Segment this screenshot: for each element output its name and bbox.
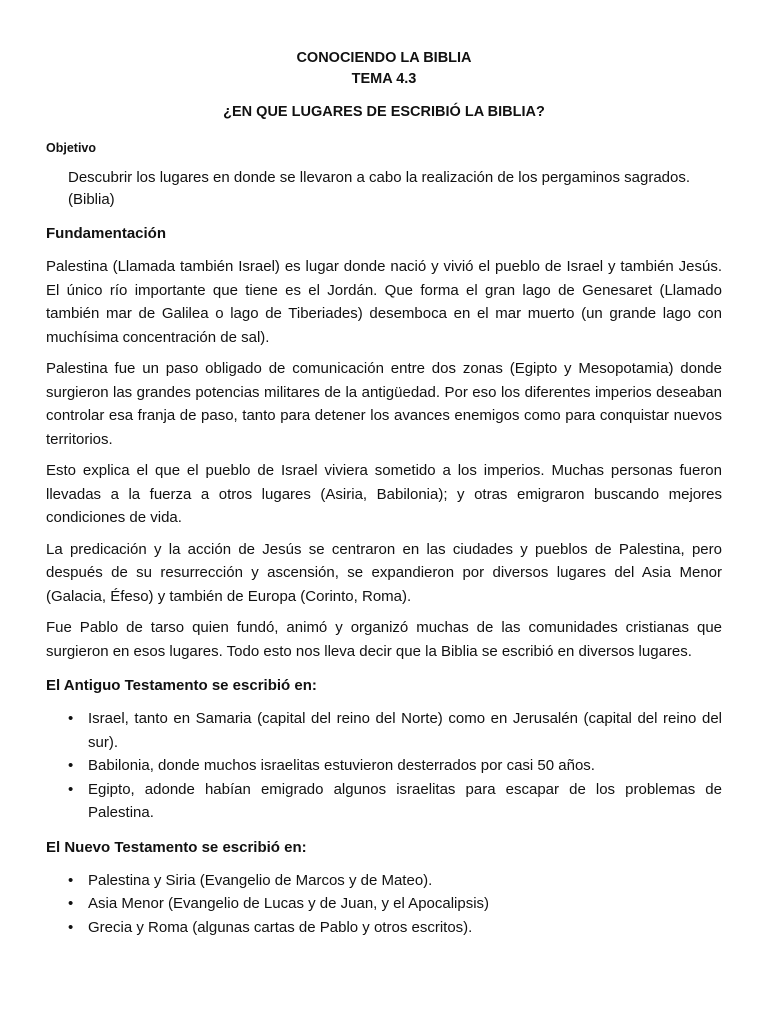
list-item (68, 707, 722, 754)
list-item-text: Egipto, adonde habían emigrado algunos israelitas para escapar de los problemas de Palestina. (88, 780, 722, 821)
document-title: CONOCIENDO LA BIBLIA (296, 50, 472, 66)
bullet-icon: • (68, 871, 74, 889)
document-subtitle: TEMA 4.3 (351, 71, 417, 87)
antiguo-testamento-list (46, 707, 722, 825)
fundamentacion-paragraph: Palestina fue un paso obligado de comunicación entre dos zonas (Egipto y Mesopotamia) donde surgieron las grandes potencias militares de la antigüedad. Por eso los diferentes imperios deseaban controlar esa franja de paso, tanto para detener los avances enemigos como para conquistar nuevos territorios. (46, 360, 722, 448)
list-item-text: Asia Menor (Evangelio de Lucas y de Juan, y el Apocalipsis) (88, 895, 490, 912)
bullet-icon: • (68, 918, 74, 936)
list-item-text: Babilonia, donde muchos israelitas estuvieron desterrados por casi 50 años. (88, 757, 595, 774)
list-item (68, 778, 722, 825)
fundamentacion-paragraph: La predicación y la acción de Jesús se centraron en las ciudades y pueblos de Palestina, pero después de su resurrección y ascensión, se expandieron por diversos lugares del Asia Menor (Galacia, Éfeso) y también de Europa (Corinto, Roma). (46, 540, 722, 605)
list-item (68, 754, 722, 778)
fundamentacion-paragraph: Palestina (Llamada también Israel) es lugar donde nació y vivió el pueblo de Israel y también Jesús. El único río importante que tiene es el Jordán. Que forma el gran lago de Genesaret (Llamado también mar de Galilea o lago de Tiberiades) desemboca en el mar muerto (un grande lago con muchísima concentración de sal). (46, 258, 722, 346)
bullet-icon: • (68, 757, 74, 774)
objetivo-label: Objetivo (46, 141, 97, 155)
objetivo-text: Descubrir los lugares en donde se llevaron a cabo la realización de los pergaminos sagrados. (Biblia) (68, 169, 691, 208)
bullet-icon: • (68, 895, 74, 912)
nuevo-testamento-list (46, 869, 722, 940)
document-question: ¿EN QUE LUGARES DE ESCRIBIÓ LA BIBLIA? (223, 104, 545, 120)
list-item-text: Grecia y Roma (algunas cartas de Pablo y otros escritos). (88, 918, 473, 936)
fundamentacion-paragraph: Fue Pablo de tarso quien fundó, animó y organizó muchas de las comunidades cristianas que surgieron en esos lugares. Todo esto nos lleva decir que la Biblia se escribió en diversos lugares. (46, 619, 722, 660)
list-item (68, 892, 722, 916)
bullet-icon: • (68, 710, 74, 727)
list-item (68, 916, 722, 940)
list-item-text: Palestina y Siria (Evangelio de Marcos y de Mateo). (88, 871, 433, 889)
antiguo-testamento-heading: El Antiguo Testamento se escribió en: (46, 677, 317, 694)
bullet-icon: • (68, 780, 74, 798)
nuevo-testamento-heading: El Nuevo Testamento se escribió en: (46, 838, 307, 856)
list-item (68, 869, 722, 893)
fundamentacion-heading: Fundamentación (46, 225, 167, 242)
list-item-text: Israel, tanto en Samaria (capital del reino del Norte) como en Jerusalén (capital del reino del sur). (88, 710, 722, 751)
fundamentacion-paragraph: Esto explica el que el pueblo de Israel viviera sometido a los imperios. Muchas personas fueron llevadas a la fuerza a otros lugares (Asiria, Babilonia); y otras emigraron buscando mejores condiciones de vida. (46, 462, 722, 526)
